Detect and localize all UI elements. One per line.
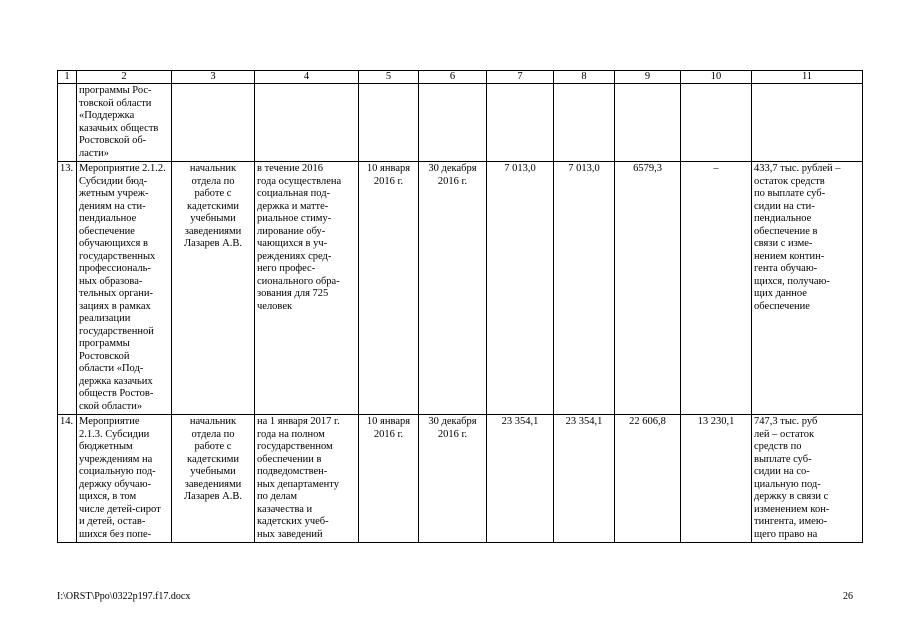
row-number: [58, 84, 77, 162]
column-header: 7: [487, 71, 554, 84]
row-number: 13.: [58, 162, 77, 415]
value-cell: 22 606,8: [615, 415, 681, 543]
page-number: 26: [843, 591, 853, 602]
column-header: 11: [752, 71, 863, 84]
note-cell: [752, 84, 863, 162]
column-header: 6: [419, 71, 487, 84]
measure-cell: Мероприятие 2.1.3. Субсидии бюджетным учреждениям на социальную под- держку обучаю- щихся, в том числе детей-сирот и детей, остав- шихся без попе-: [77, 415, 172, 543]
column-header: 10: [681, 71, 752, 84]
value-cell: 23 354,1: [554, 415, 615, 543]
measure-cell: программы Рос- товской области «Поддержка казачьих обществ Ростовской об- ласти»: [77, 84, 172, 162]
report-table: [57, 70, 863, 543]
start-date-cell: 10 января 2016 г.: [359, 415, 419, 543]
column-header: 4: [255, 71, 359, 84]
responsible-cell: начальник отдела по работе с кадетскими учебными заведениями Лазарев А.В.: [172, 415, 255, 543]
row-number: 14.: [58, 415, 77, 543]
value-cell: 23 354,1: [487, 415, 554, 543]
result-cell: в течение 2016 года осуществлена социальная под- держка и матте- риальное стиму- лирование обу- чающихся в уч- реждениях сред- него профес- сионального обра- зования для 725 человек: [255, 162, 359, 415]
note-cell: 747,3 тыс. руб лей – остаток средств по выплате суб- сидии на со- циальную под- держку в связи с изменением кон- тингента, имею- щего право на: [752, 415, 863, 543]
value-cell: 7 013,0: [554, 162, 615, 415]
responsible-cell: начальник отдела по работе с кадетскими учебными заведениями Лазарев А.В.: [172, 162, 255, 415]
column-header: 9: [615, 71, 681, 84]
start-date-cell: [359, 84, 419, 162]
result-cell: [255, 84, 359, 162]
column-header: 3: [172, 71, 255, 84]
value-cell: [681, 84, 752, 162]
end-date-cell: 30 декабря 2016 г.: [419, 162, 487, 415]
end-date-cell: [419, 84, 487, 162]
column-header: 5: [359, 71, 419, 84]
end-date-cell: 30 декабря 2016 г.: [419, 415, 487, 543]
result-cell: на 1 января 2017 г. года на полном государственном обеспечении в подведомствен- ных департаменту по делам казачества и кадетских учеб- ных заведений: [255, 415, 359, 543]
measure-cell: Мероприятие 2.1.2. Субсидии бюд- жетным учреж- дениям на сти- пендиальное обеспечение обучающихся в государственных профессиональ- ных образова- тельных органи- зациях в рамках реализации государственной программы Ростовской области «Под- держка казачьих обществ Ростов- ской области»: [77, 162, 172, 415]
value-cell: [615, 84, 681, 162]
table-row: [58, 162, 863, 415]
column-header: 8: [554, 71, 615, 84]
note-cell: 433,7 тыс. рублей – остаток средств по выплате суб- сидии на сти- пендиальное обеспечение в связи с изме- нением контин- гента обучаю- щихся, получаю- щих данное обеспечение: [752, 162, 863, 415]
value-cell: 13 230,1: [681, 415, 752, 543]
responsible-cell: [172, 84, 255, 162]
start-date-cell: 10 января 2016 г.: [359, 162, 419, 415]
value-cell: –: [681, 162, 752, 415]
table-header-row: [58, 71, 863, 84]
table-row: [58, 84, 863, 162]
file-path: I:\ORST\Ppo\0322p197.f17.docx: [57, 591, 191, 602]
value-cell: [554, 84, 615, 162]
value-cell: 7 013,0: [487, 162, 554, 415]
column-header: 2: [77, 71, 172, 84]
value-cell: [487, 84, 554, 162]
column-header: 1: [58, 71, 77, 84]
table-row: [58, 415, 863, 543]
value-cell: 6579,3: [615, 162, 681, 415]
